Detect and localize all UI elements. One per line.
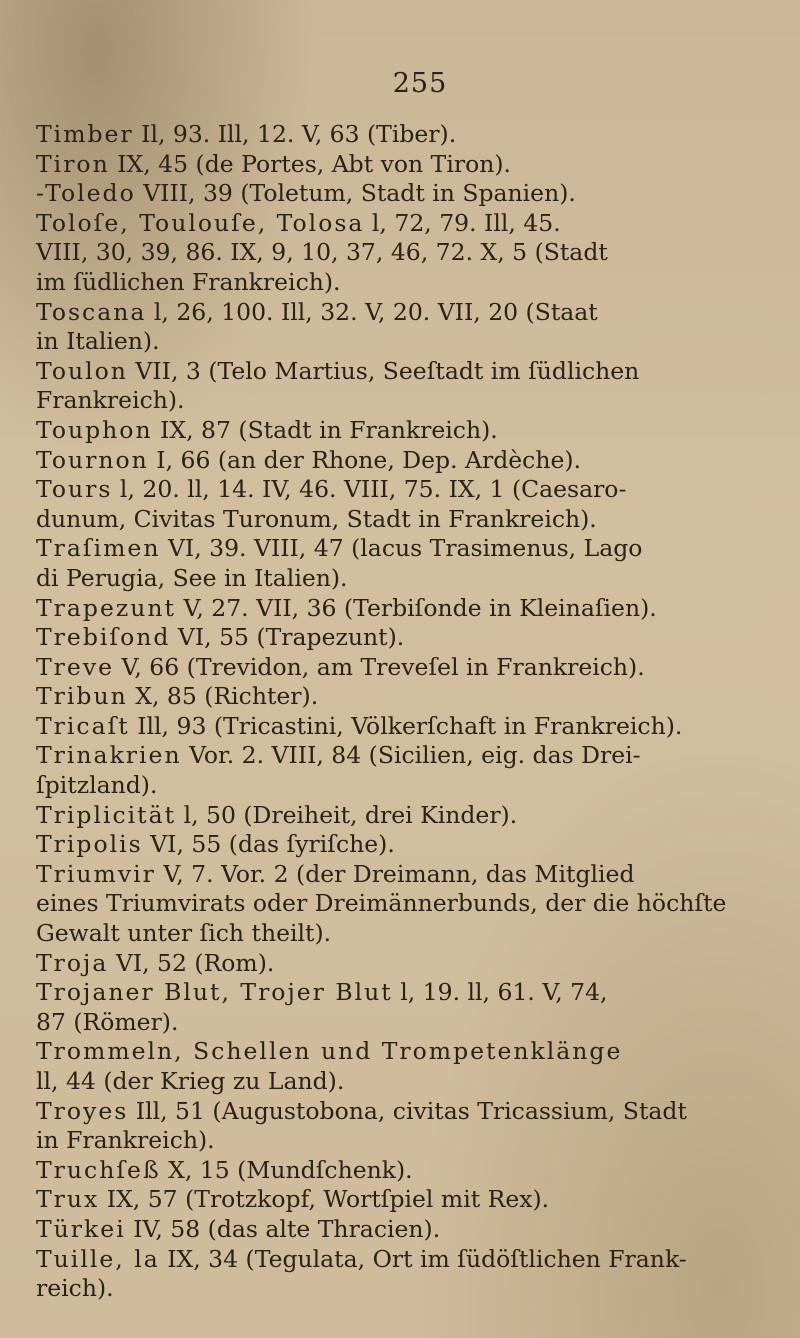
index-entry [36, 1156, 788, 1186]
index-entry [36, 298, 788, 357]
entry-text: V, 66 (Trevidon, am Treveſel in Frankreich). [121, 652, 645, 681]
entry-headword: Troyes [36, 1096, 129, 1125]
index-entry [36, 712, 788, 742]
entry-continuation: 87 (Römer). [36, 1007, 179, 1036]
index-entry [36, 741, 788, 800]
entry-text: X, 85 (Richter). [135, 682, 319, 711]
index-entry [36, 534, 788, 593]
entry-continuation: in Italien). [36, 327, 160, 356]
index-entry [36, 653, 788, 683]
entry-headword: Tuille, la [36, 1244, 160, 1273]
entry-headword: Trapezunt [36, 593, 176, 622]
index-entry [36, 860, 788, 949]
index-entry [36, 1215, 788, 1245]
entry-text: Ill, 51 (Augustobona, civitas Tricassium, Stadt [135, 1096, 687, 1125]
entry-text: IX, 34 (Tegulata, Ort im ſüdöſtlichen Frank- [167, 1244, 687, 1273]
index-entry [36, 801, 788, 831]
entry-text: IX, 57 (Trotzkopf, Wortſpiel mit Rex). [106, 1185, 550, 1214]
index-entry [36, 1245, 788, 1304]
entry-continuation: ſpitzland). [36, 771, 158, 800]
entry-continuation: Frankreich). [36, 386, 185, 415]
entry-text: IX, 87 (Stadt in Frankreich). [160, 415, 498, 444]
entry-headword: Touphon [36, 415, 153, 444]
index-entry [36, 209, 788, 298]
entry-text: l, 26, 100. Ill, 32. V, 20. VII, 20 (Staat [153, 297, 598, 326]
index-entry [36, 682, 788, 712]
entry-text: IX, 45 (de Portes, Abt von Tiron). [117, 149, 512, 178]
entry-headword: Tours [36, 475, 113, 504]
entry-continuation: ll, 44 (der Krieg zu Land). [36, 1067, 345, 1095]
entry-text: VII, 3 (Telo Martius, Seeſtadt im ſüdlichen [135, 356, 640, 385]
entry-headword: Trux [36, 1185, 100, 1214]
entry-headword: Tiron [36, 149, 110, 178]
entry-headword: Treve [36, 652, 114, 681]
entry-continuation: VIII, 30, 39, 86. IX, 9, 10, 37, 46, 72. X, 5 (Stadt [36, 238, 608, 267]
index-entry [36, 475, 788, 534]
index-entry [36, 1185, 788, 1215]
entry-text: VIII, 39 (Toletum, Stadt in Spanien). [143, 179, 576, 208]
entry-text: Il, 93. Ill, 12. V, 63 (Tiber). [141, 120, 457, 148]
index-entry [36, 978, 788, 1037]
entry-headword: Tripolis [36, 830, 143, 859]
entry-text: X, 15 (Mundſchenk). [168, 1155, 413, 1184]
entry-headword: Türkei [36, 1214, 126, 1243]
index-entry [36, 949, 788, 979]
entry-continuation: eines Triumvirats oder Dreimännerbunds, der die höchſte [36, 889, 727, 918]
index-entry [36, 830, 788, 860]
index-entry [36, 179, 788, 209]
entry-headword: Toscana [36, 297, 147, 326]
entry-text: IV, 58 (das alte Thracien). [133, 1214, 441, 1243]
entry-text: VI, 55 (das ſyriſche). [150, 830, 395, 859]
entry-headword: Triumvir [36, 859, 156, 888]
index-entry [36, 594, 788, 624]
page-number: 255 [392, 68, 448, 99]
entry-continuation: di Perugia, See in Italien). [36, 563, 348, 592]
entry-headword: Trebiſond [36, 623, 171, 652]
entry-headword: Toulon [36, 356, 128, 385]
index-entry [36, 1037, 788, 1096]
entry-continuation: reich). [36, 1274, 114, 1303]
entry-text: I, 66 (an der Rhone, Dep. Ardèche). [156, 445, 582, 474]
index-entries [36, 120, 788, 1304]
entry-headword: -Toledo [36, 179, 136, 208]
entry-headword: Traſimen [36, 534, 161, 563]
index-entry [36, 357, 788, 416]
entry-text: VI, 55 (Trapezunt). [177, 623, 405, 652]
index-entry [36, 1097, 788, 1156]
entry-text: Vor. 2. VIII, 84 (Sicilien, eig. das Drei- [189, 741, 641, 770]
entry-text: VI, 52 (Rom). [115, 948, 275, 977]
index-entry [36, 416, 788, 446]
entry-text: VI, 39. VIII, 47 (lacus Trasimenus, Lago [167, 534, 643, 563]
entry-text: l, 50 (Dreiheit, drei Kinder). [183, 800, 518, 829]
entry-headword: Truchſeß [36, 1155, 161, 1184]
entry-continuation: Gewalt unter ſich theilt). [36, 919, 332, 948]
entry-text: l, 72, 79. Ill, 45. [371, 208, 561, 237]
entry-headword: Trojaner Blut, Trojer Blut [36, 978, 393, 1007]
entry-headword: Timber [36, 120, 134, 148]
entry-headword: Tournon [36, 445, 149, 474]
index-entry [36, 120, 788, 150]
entry-headword: Toloſe, Toulouſe, Tolosa [36, 208, 365, 237]
entry-text: V, 7. Vor. 2 (der Dreimann, das Mitglied [163, 859, 635, 888]
entry-continuation: im ſüdlichen Frankreich). [36, 267, 341, 296]
entry-headword: Trinakrien [36, 741, 182, 770]
entry-text: V, 27. VII, 36 (Terbiſonde in Kleinaſien). [183, 593, 657, 622]
entry-headword: Trommeln, Schellen und Trompetenklänge [36, 1037, 623, 1066]
entry-text: Ill, 93 (Tricastini, Völkerſchaft in Frankreich). [137, 711, 683, 740]
entry-continuation: dunum, Civitas Turonum, Stadt in Frankreich). [36, 504, 597, 533]
index-entry [36, 446, 788, 476]
entry-text: l, 20. ll, 14. IV, 46. VIII, 75. IX, 1 (Caesaro- [119, 475, 627, 504]
entry-headword: Triplicität [36, 800, 177, 829]
entry-headword: Tricaſt [36, 711, 130, 740]
entry-continuation: in Frankreich). [36, 1126, 215, 1155]
entry-headword: Tribun [36, 682, 128, 711]
index-entry [36, 623, 788, 653]
entry-headword: Troja [36, 948, 109, 977]
index-entry [36, 150, 788, 180]
entry-text: l, 19. ll, 61. V, 74, [400, 978, 608, 1007]
